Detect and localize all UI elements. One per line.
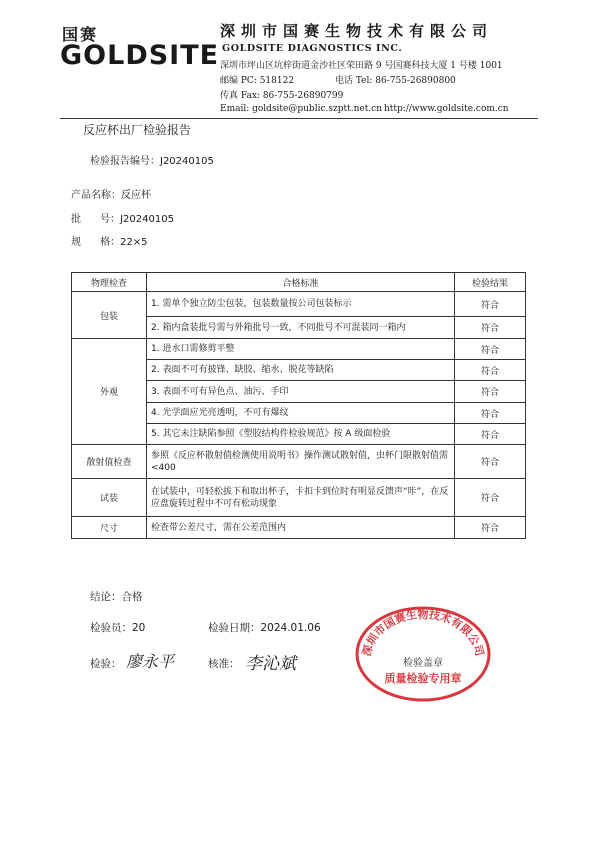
approve-label: 核准： (208, 658, 240, 670)
row-standard: 3. 表面不可有异色点、油污、手印 (147, 381, 455, 403)
table-row (72, 445, 526, 479)
company-website: http://www.goldsite.com.cn (384, 104, 509, 114)
category-appearance: 外观 (72, 339, 147, 445)
report-number-value: J20240105 (160, 156, 214, 167)
stamp-line2: 质量检验专用章 (384, 672, 462, 685)
logo-chinese: 国赛 (62, 25, 99, 44)
row-result: 符合 (455, 424, 526, 445)
row-standard: 4. 光学面应光亮透明，不可有爆纹 (147, 403, 455, 424)
specification (71, 233, 148, 248)
row-standard: 2. 表面不可有披锋、缺胶、缩水、脱花等缺陷 (147, 360, 455, 381)
conclusion-label: 结论： (90, 591, 122, 603)
inspect-sign-label: 检验： (90, 658, 122, 670)
row-result: 符合 (455, 403, 526, 424)
header-physical-check: 物理检查 (72, 273, 147, 292)
row-standard: 5. 其它未注缺陷参照《塑胶结构件检验规范》按 A 级面检验 (147, 424, 455, 445)
logo-english: GOLDSITE (60, 40, 220, 71)
row-standard: 检查带公差尺寸，需在公差范围内 (147, 517, 455, 539)
inspector-number-label: 检验员： (90, 622, 132, 634)
table-row (72, 517, 526, 539)
inspection-table (71, 272, 526, 539)
row-result: 符合 (455, 292, 526, 317)
stamp-line1: 检验盖章 (403, 658, 443, 669)
inspector-signature: 廖永平 (126, 652, 175, 671)
conclusion-value: 合格 (121, 591, 143, 603)
stamp-ring (357, 608, 489, 700)
row-result: 符合 (455, 381, 526, 403)
company-address: 深圳市坪山区坑梓街道金沙社区荣田路 9 号国赛科技大厦 1 号楼 1001 (220, 61, 503, 71)
table-row (72, 292, 526, 317)
header-standard: 合格标准 (147, 273, 455, 292)
company-fax: 传真 Fax: 86-755-26890799 (220, 91, 344, 101)
table-header-row (72, 273, 526, 292)
row-standard: 1. 需单个独立防尘包装，包装数量按公司包装标示 (147, 292, 455, 317)
row-standard: 在试装中，可轻松拔下和取出杯子，卡扣卡到位时有明显反馈声“咔”，在反应盘旋转过程中不可有松动现象 (147, 479, 455, 517)
row-result: 符合 (455, 445, 526, 479)
category-trial: 试装 (72, 479, 147, 517)
inspection-date (208, 620, 321, 635)
inspector-number (90, 620, 145, 635)
row-standard: 1. 进水口需修剪平整 (147, 339, 455, 360)
spec-value: 22×5 (120, 237, 148, 248)
inspector-number-value: 20 (132, 622, 146, 634)
company-postcode: 邮编 PC: 518122 (220, 76, 295, 86)
row-result: 符合 (455, 360, 526, 381)
approver-signature: 李沁斌 (245, 654, 296, 674)
row-result: 符合 (455, 339, 526, 360)
company-name-cn: 深圳市国赛生物技术有限公司 (220, 22, 494, 40)
table-row (72, 479, 526, 517)
batch-number (71, 210, 174, 225)
table-row (72, 339, 526, 360)
product-name-label: 产品名称： (71, 190, 121, 201)
inspection-date-value: 2024.01.06 (260, 622, 321, 634)
spec-label: 规 格： (71, 237, 121, 248)
row-standard: 2. 箱内盒装批号需与外箱批号一致，不同批号不可混装同一箱内 (147, 317, 455, 339)
category-size: 尺寸 (72, 517, 147, 539)
conclusion (90, 589, 143, 604)
category-packaging: 包装 (72, 292, 147, 339)
stamp-ring-text: 深圳市国赛生物技术有限公司 (360, 608, 486, 658)
company-email: Email: goldsite@public.szptt.net.cn (220, 104, 383, 114)
inspection-date-label: 检验日期： (208, 622, 261, 634)
report-title: 反应杯出厂检验报告 (83, 123, 192, 137)
batch-value: J20240105 (120, 214, 174, 225)
row-result: 符合 (455, 317, 526, 339)
row-result: 符合 (455, 517, 526, 539)
product-name-value: 反应杯 (121, 190, 151, 201)
report-number (90, 152, 214, 167)
company-name-en: GOLDSITE DIAGNOSTICS INC. (222, 43, 403, 54)
batch-label: 批 号： (71, 214, 121, 225)
header-result: 检验结果 (455, 273, 526, 292)
row-standard: 参照《反应杯散射值检测使用说明书》操作测试散射值，虫杯门限散射值需<400 (147, 445, 455, 479)
quality-stamp (354, 602, 492, 702)
category-scatter: 散射值检查 (72, 445, 147, 479)
header-divider (60, 118, 538, 119)
company-tel: 电话 Tel: 86-755-26890800 (335, 76, 456, 86)
report-number-label: 检验报告编号： (90, 156, 160, 167)
row-result: 符合 (455, 479, 526, 517)
product-name (71, 186, 151, 201)
